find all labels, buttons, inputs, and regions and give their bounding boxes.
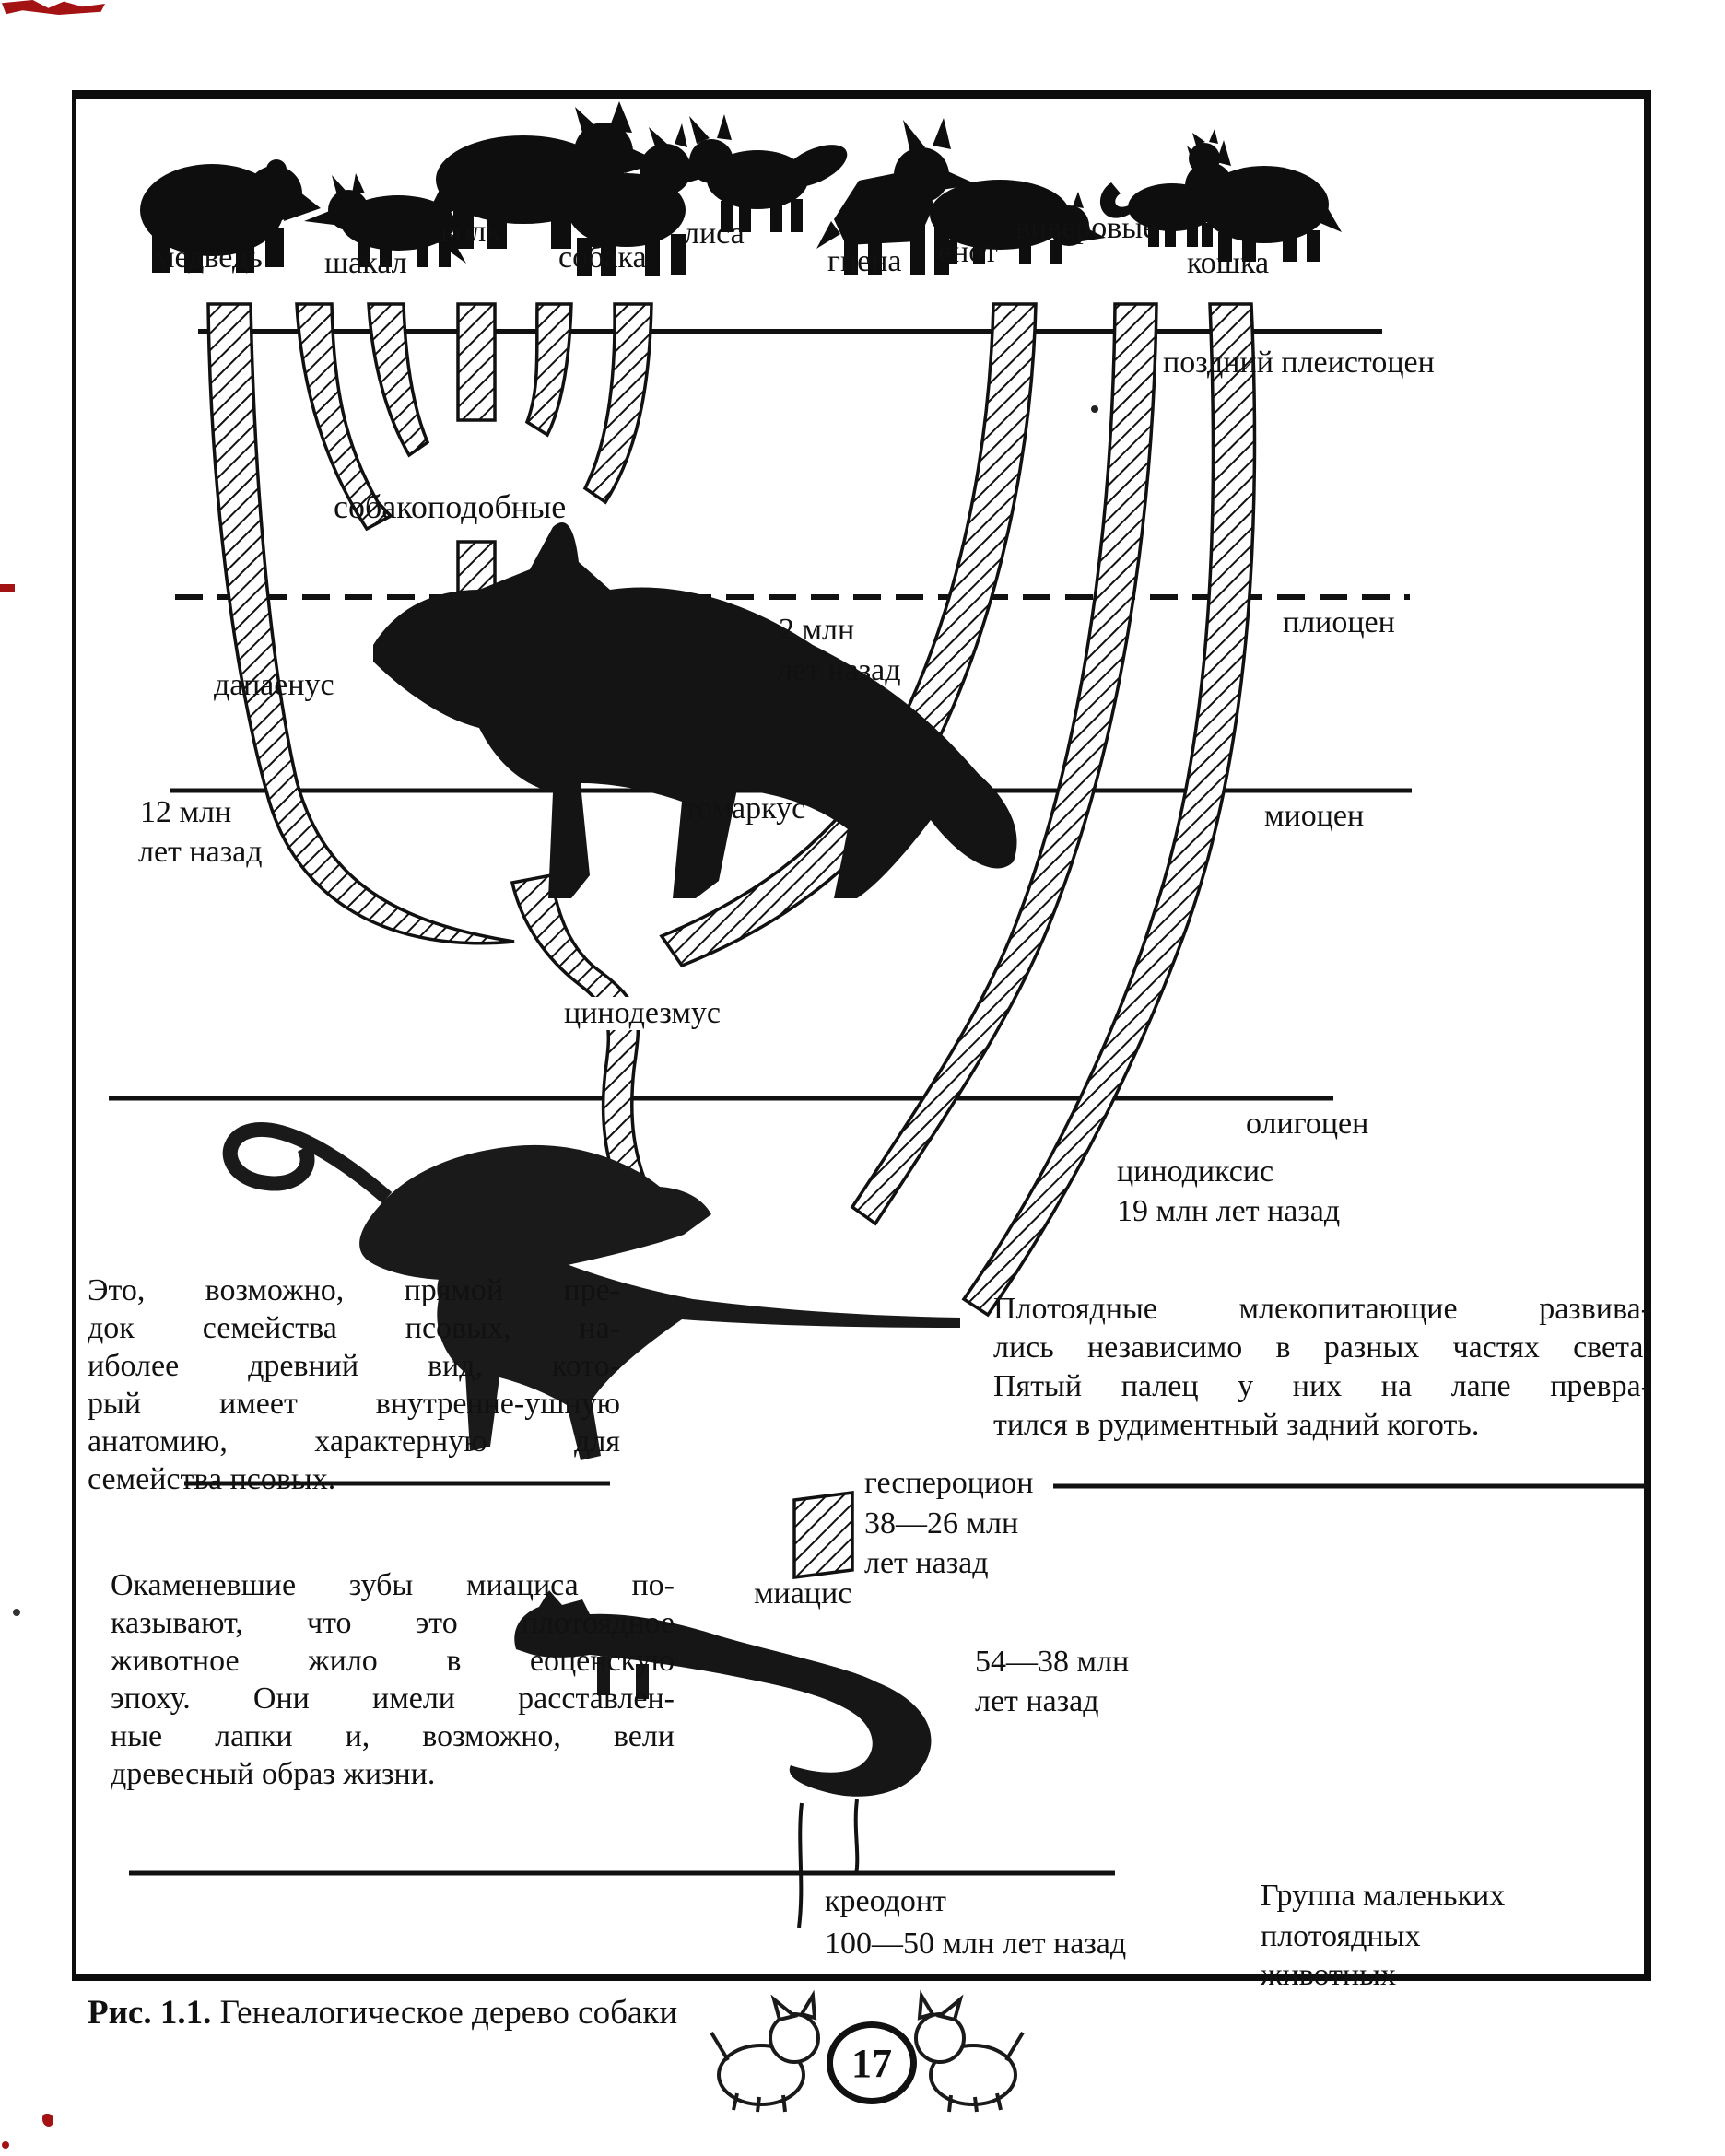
label-hesperocyon-line1: геспероцион — [864, 1466, 1034, 1500]
note-line: рый имеет внутренне-ушную — [88, 1387, 620, 1421]
epoch-label-oligocene: олигоцен — [1246, 1107, 1369, 1141]
page-number-badge — [827, 2021, 917, 2104]
note-line: эпоху. Они имели расставлен- — [111, 1681, 675, 1716]
note-line: ные лапки и, возможно, вели — [111, 1719, 675, 1753]
animal-label-bear: медведь — [155, 240, 263, 275]
label-hesperocyon-line2: 38—26 млн — [864, 1506, 1019, 1541]
note-line: Это, возможно, прямой пре- — [88, 1273, 620, 1307]
page-number: 17 — [851, 2040, 892, 2086]
label-miacis: миацис — [754, 1576, 852, 1611]
label-12mln-line2: лет назад — [138, 835, 263, 869]
animal-label-jackal: шакал — [324, 246, 407, 280]
miacis-note-block — [111, 1566, 675, 1793]
label-group-line2: плотоядных — [1261, 1919, 1421, 1953]
note-line: иболее древний вид, кото- — [88, 1349, 620, 1383]
animal-label-dog: собака — [558, 240, 647, 275]
note-line: Плотоядные млекопитающие развива- — [993, 1292, 1651, 1326]
note-line: док семейства псовых, на- — [88, 1311, 620, 1345]
label-2mln-line1: 2 млн — [779, 613, 855, 647]
label-group-line3: животных — [1261, 1958, 1396, 1992]
note-line: древесный образ жизни. — [111, 1757, 436, 1791]
note-line: семейства псовых. — [88, 1462, 336, 1496]
figure-caption-title: Генеалогическое дерево собаки — [211, 1994, 678, 2032]
creodont-guide-line-2 — [856, 1799, 858, 1875]
label-54mln-line2: лет назад — [975, 1684, 1099, 1718]
branch-hesperocyon-stub-hatched — [794, 1493, 852, 1577]
creodont-guide-line-1 — [799, 1803, 802, 1928]
label-12mln-line1: 12 млн — [140, 795, 232, 829]
label-creodont-line2: 100—50 млн лет назад — [825, 1927, 1127, 1961]
branch-dog-upper-hatched — [458, 304, 495, 420]
note-line: Пятый палец у них на лапе превра- — [993, 1369, 1651, 1403]
note-line: лись независимо в разных частях света. — [993, 1330, 1651, 1365]
animal-label-cat: кошка — [1187, 246, 1270, 280]
label-2mln-line2: лет назад — [777, 653, 901, 687]
label-creodont-line1: креодонт — [825, 1884, 946, 1918]
label-tomarctus: томаркус — [684, 791, 806, 826]
puppy-left-illustration — [711, 1996, 818, 2112]
animal-label-raccoon: енот — [938, 235, 998, 269]
ancestor-note-block — [88, 1271, 620, 1498]
note-line: животное жило в еоценскую — [111, 1644, 675, 1678]
note-line: казывают, что это плотоядное — [111, 1606, 675, 1640]
epoch-label-pleistocene: поздний плеистоцен — [1163, 346, 1435, 380]
animal-label-hyena: гиена — [827, 244, 902, 278]
label-cynodictis-line1: цинодиксис — [1117, 1154, 1274, 1189]
label-cynodesmus: цинодезмус — [560, 997, 724, 1030]
label-group-line1: Группа маленьких — [1261, 1879, 1506, 1913]
carnivore-note-block — [993, 1290, 1651, 1445]
label-hesperocyon-line3: лет назад — [864, 1546, 989, 1580]
figure-caption — [88, 1993, 677, 2033]
label-54mln-line1: 54—38 млн — [975, 1645, 1130, 1679]
fox-silhouette — [665, 114, 853, 232]
branch-fox-hatched — [527, 304, 571, 435]
animal-label-fox: лиса — [684, 217, 745, 251]
figure-caption-number: Рис. 1.1. — [88, 1994, 212, 2032]
animal-label-wolf: волк — [440, 215, 501, 249]
note-line: тился в рудиментный задний коготь. — [993, 1408, 1480, 1442]
branch-wolf-hatched — [369, 304, 428, 455]
note-line: анатомию, характерную для — [88, 1424, 620, 1459]
puppy-right-illustration — [916, 1996, 1023, 2112]
label-daphaenus: дапаенус — [214, 668, 334, 702]
animal-label-viverrid: виверовые — [1015, 211, 1157, 245]
label-dog-like-group: собакоподобные — [334, 488, 567, 525]
note-line: Окаменевшие зубы миациса по- — [111, 1568, 675, 1602]
epoch-label-pliocene: плиоцен — [1283, 605, 1395, 639]
epoch-label-miocene: миоцен — [1264, 799, 1365, 833]
label-cynodictis-line2: 19 млн лет назад — [1117, 1194, 1341, 1228]
